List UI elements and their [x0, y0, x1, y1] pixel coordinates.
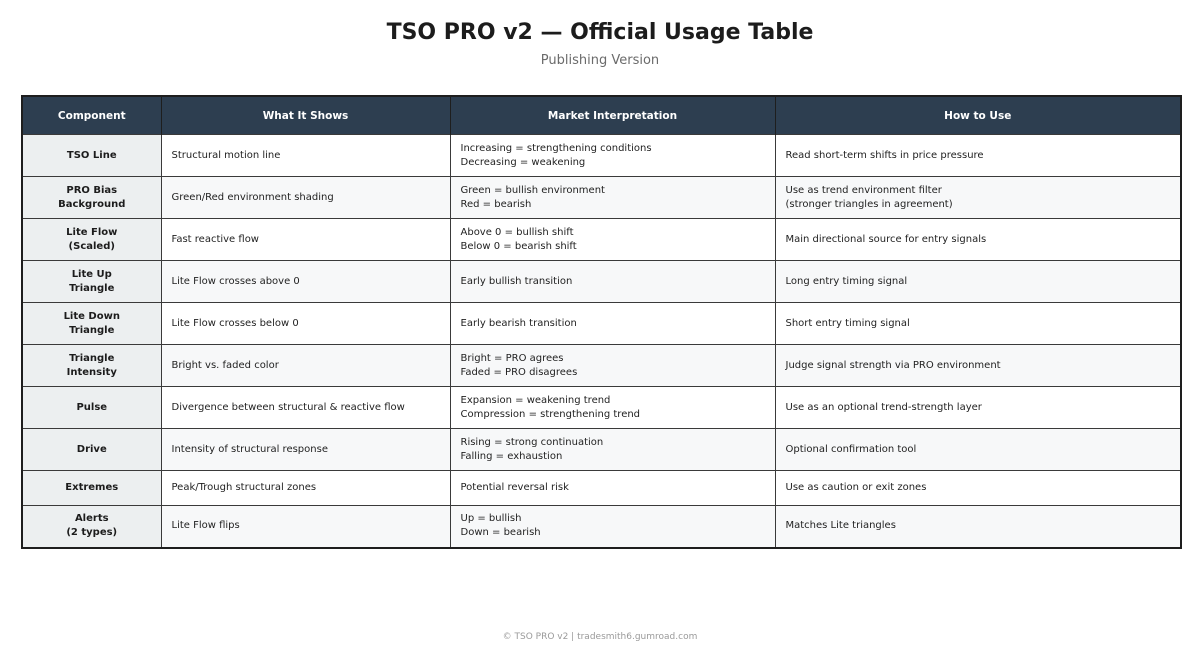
- table-row: [22, 219, 1181, 261]
- shows-cell: Intensity of structural response: [161, 429, 450, 471]
- interpretation-cell: Increasing = strengthening conditions Decreasing = weakening: [450, 135, 775, 177]
- interpretation-cell: Bright = PRO agrees Faded = PRO disagrees: [450, 345, 775, 387]
- usage-cell: Use as an optional trend-strength layer: [775, 387, 1181, 429]
- shows-cell: Lite Flow crosses above 0: [161, 261, 450, 303]
- component-cell: Alerts (2 types): [22, 506, 161, 548]
- component-cell: Lite Down Triangle: [22, 303, 161, 345]
- shows-cell: Fast reactive flow: [161, 219, 450, 261]
- shows-cell: Lite Flow crosses below 0: [161, 303, 450, 345]
- shows-cell: Divergence between structural & reactive flow: [161, 387, 450, 429]
- table-row: [22, 303, 1181, 345]
- interpretation-cell: Above 0 = bullish shift Below 0 = bearish shift: [450, 219, 775, 261]
- table-row: [22, 135, 1181, 177]
- usage-cell: Judge signal strength via PRO environment: [775, 345, 1181, 387]
- table-row: [22, 261, 1181, 303]
- table-row: [22, 429, 1181, 471]
- header-component: Component: [22, 96, 161, 135]
- table-row: [22, 471, 1181, 506]
- component-cell: Lite Up Triangle: [22, 261, 161, 303]
- interpretation-cell: Rising = strong continuation Falling = exhaustion: [450, 429, 775, 471]
- table-row: [22, 345, 1181, 387]
- page-title: TSO PRO v2 — Official Usage Table: [386, 20, 814, 45]
- component-cell: PRO Bias Background: [22, 177, 161, 219]
- table-row: [22, 177, 1181, 219]
- component-cell: Lite Flow (Scaled): [22, 219, 161, 261]
- usage-cell: Use as caution or exit zones: [775, 471, 1181, 506]
- usage-table: [21, 95, 1182, 549]
- table-row: [22, 387, 1181, 429]
- header-what-it-shows: What It Shows: [161, 96, 450, 135]
- header-how-to-use: How to Use: [775, 96, 1181, 135]
- shows-cell: Structural motion line: [161, 135, 450, 177]
- page-subtitle: Publishing Version: [540, 53, 660, 68]
- usage-cell: Optional confirmation tool: [775, 429, 1181, 471]
- usage-cell: Long entry timing signal: [775, 261, 1181, 303]
- usage-cell: Matches Lite triangles: [775, 506, 1181, 548]
- interpretation-cell: Up = bullish Down = bearish: [450, 506, 775, 548]
- usage-cell: Main directional source for entry signals: [775, 219, 1181, 261]
- interpretation-cell: Early bullish transition: [450, 261, 775, 303]
- component-cell: Triangle Intensity: [22, 345, 161, 387]
- usage-cell: Read short-term shifts in price pressure: [775, 135, 1181, 177]
- shows-cell: Green/Red environment shading: [161, 177, 450, 219]
- interpretation-cell: Potential reversal risk: [450, 471, 775, 506]
- shows-cell: Bright vs. faded color: [161, 345, 450, 387]
- shows-cell: Peak/Trough structural zones: [161, 471, 450, 506]
- footer-credit: © TSO PRO v2 | tradesmith6.gumroad.com: [502, 632, 698, 642]
- interpretation-cell: Expansion = weakening trend Compression = strengthening trend: [450, 387, 775, 429]
- component-cell: Drive: [22, 429, 161, 471]
- shows-cell: Lite Flow flips: [161, 506, 450, 548]
- component-cell: TSO Line: [22, 135, 161, 177]
- component-cell: Extremes: [22, 471, 161, 506]
- interpretation-cell: Early bearish transition: [450, 303, 775, 345]
- usage-cell: Use as trend environment filter (stronger triangles in agreement): [775, 177, 1181, 219]
- component-cell: Pulse: [22, 387, 161, 429]
- table-header-row: [22, 96, 1181, 135]
- usage-cell: Short entry timing signal: [775, 303, 1181, 345]
- table-row: [22, 506, 1181, 548]
- header-market-interpretation: Market Interpretation: [450, 96, 775, 135]
- interpretation-cell: Green = bullish environment Red = bearish: [450, 177, 775, 219]
